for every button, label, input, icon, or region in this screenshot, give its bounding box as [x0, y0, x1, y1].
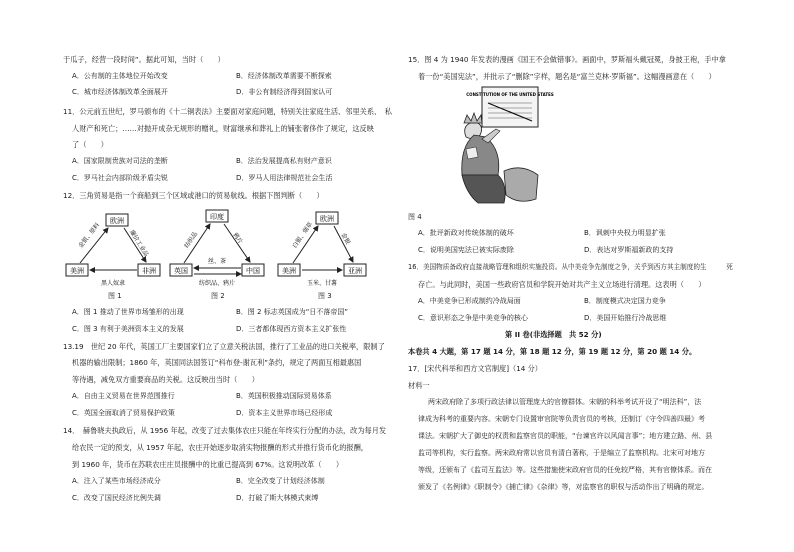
q13-option-c: C．英国全面取消了贸易保护政策: [72, 409, 175, 417]
throne: [504, 168, 538, 201]
figure-1: [66, 214, 160, 287]
part2-title: 第 II 卷(非选择题 共 52 分): [505, 330, 602, 339]
q10-tail: 于瓜子，经营一段时间”。据此可知，当时（ ）: [63, 55, 225, 64]
q12-stem: 12．三角贸易是指一个商船到三个区域或港口的贸易航线。根据下图判断（ ）: [63, 191, 324, 200]
q15-line1: 15．图 4 为 1940 年发表的漫画《国王不会做错事》。画面中，罗斯福头戴冠冕，身披王袍，手中拿: [408, 55, 726, 64]
fig3-arrow-right: [334, 226, 353, 262]
q17-heading: 17．[宋代科举和西方文官制度]（14 分）: [408, 364, 542, 373]
fig1-europe-label: 欧洲: [110, 217, 124, 225]
material-label: 材料一: [408, 381, 430, 390]
fig2-caption: 图 2: [211, 292, 225, 300]
fig3-right-label: 金银: [339, 231, 352, 246]
q13-option-a: A．自由主义贸易在世界范围推行: [72, 392, 175, 400]
q13-line3: 等待遇，减免双方重要商品的关税。这反映出当时（ ）: [72, 375, 259, 384]
q12-option-a: A．图 1 推动了世界市场雏形的出现: [72, 308, 184, 316]
q15-option-d: D．表达对罗斯福新政的支持: [584, 246, 674, 254]
fig2-bottom-top-label: 丝、茶: [207, 258, 227, 265]
q10-option-d: D．非公有制经济得到国家认可: [236, 88, 333, 96]
figure-3: [278, 212, 366, 287]
fig3-asia-label: 亚洲: [348, 267, 362, 275]
q16-option-d: D．美国开始推行冷战思维: [584, 314, 667, 322]
q15-option-c: C．说明美国宪法已被实际废除: [418, 246, 514, 254]
fig3-caption: 图 3: [318, 292, 332, 300]
fig1-right-label: 廉价工业品: [127, 228, 150, 259]
q15-option-a: A．批评新政对传统体制的破坏: [418, 229, 514, 237]
material-line: 课法。宋朝扩大了御史的权责和监察官员的职能，“台谏官许以风闻言事”；地方建立路、州、县: [418, 432, 713, 440]
material-line: 颁发了《名例律》《职制令》《捕亡律》《杂律》等，对监察官的职权与活动作出了明确的规定。: [418, 483, 709, 491]
figure-2: [170, 210, 264, 287]
q16-option-b: B．制度模式决定国力竞争: [584, 297, 666, 305]
material-line: 律成为科考的重要内容。宋朝专门设置审官院等负责官员的考核，还制订《守令四善四最》考: [418, 415, 705, 423]
material-line: 等级，还颁布了《监司互监法》等。这些措施使宋政府官员的任免较严格，其有官僚体系。而在: [418, 466, 712, 474]
q15-option-b: B．讽刺中央权力明显扩张: [584, 229, 666, 237]
fig2-china-label: 中国: [246, 267, 260, 275]
king-arm: [482, 129, 500, 143]
fig1-bottom-label: 黑人奴隶: [100, 280, 126, 287]
fig1-america-label: 美洲: [70, 267, 84, 275]
cartoon-figure-4: [452, 83, 558, 210]
triangle-trade-figures: [60, 206, 370, 298]
fig1-africa-label: 非洲: [142, 267, 156, 275]
fig2-britain-label: 英国: [174, 267, 188, 275]
q14-option-b: B．完全改变了计划经济体制: [236, 477, 325, 485]
q10-option-c: C．城市经济体制改革全面展开: [72, 88, 168, 96]
fig3-america-label: 美洲: [282, 267, 296, 275]
q14-option-c: C．改变了国民经济比例失调: [72, 494, 161, 502]
material-line: 两宋政府除了多项行政法律以管理庞大的官僚群体。宋朝的科举考试开设了“明法科”，法: [428, 398, 702, 406]
q11-option-c: C．罗马社会内部阶级矛盾尖锐: [72, 174, 168, 182]
q14-line3: 到 1960 年，货币在苏联农庄庄员报酬中的比重已提高到 67%。这说明改革（ ）: [72, 460, 344, 469]
fig1-caption: 图 1: [108, 292, 122, 300]
q15-line2: 着一份“美国宪法”，并批示了“删除”字样，题名是“富兰克林·罗斯福”。这幅漫画意在（ ）: [418, 72, 716, 81]
part2-description: 本卷共 4 大题，第 17 题 14 分，第 18 题 12 分，第 19 题 12 分，第 20 题 14 分。: [408, 347, 697, 356]
fig3-left-label: 白银、烟草: [291, 220, 315, 250]
q11-line1: 11．公元前五世纪，罗马颁布的《十二铜表法》主要面对家庭问题，特别关注家庭生活、邻里关系、 私: [63, 107, 392, 116]
q14-line2: 给农民一定的预支，从 1957 年起，农庄开始逐步取消实物报酬的形式并推行货币化的报酬，: [72, 443, 368, 452]
crown-icon: [464, 113, 482, 123]
q14-option-a: A．注入了某些市场经济成分: [72, 477, 161, 485]
fig2-left-label: 纺织品: [183, 230, 200, 250]
q14-option-d: D．打破了斯大林模式束缚: [236, 494, 319, 502]
fig2-india-label: 印度: [210, 213, 224, 221]
q16-option-c: C．意识形态之争是中美竞争的核心: [418, 314, 528, 322]
q10-option-a: A．公有制的主体地位开始改变: [72, 72, 168, 80]
q14-line1: 14． 赫鲁晓夫执政后，从 1956 年起，改变了过去集体农庄只能在年终实行分配的办法，改为每月发: [63, 426, 387, 435]
fig1-left-label: 金银、原料: [77, 221, 102, 250]
q11-option-d: D．罗马人用法律规范社会生活: [236, 174, 333, 182]
q11-line2: 人财产和死亡；……对抛开成杂无规形的赠礼，财富继承和葬礼上的铺张奢侈作了规定，这反映: [72, 124, 374, 133]
q13-option-b: B．英国积极推动国际贸易体系: [236, 392, 332, 400]
fig3-bottom-label: 玉米、甘薯: [306, 280, 338, 287]
fig2-bottom-label: 纺织品、鸦片: [198, 280, 236, 287]
q16-line1: 16．美国物质备政府直接战略管理和组织实施投资。从中美竞争先制度之争，关乎到西方其主制度的生 死: [408, 263, 733, 271]
fig3-europe-label: 欧洲: [320, 215, 334, 223]
material-line: 监司等机构，实行监察。两宋政府常以官员有清白著称，于是编立了监察机构。北宋可对地方: [418, 449, 705, 457]
q12-option-b: B．图 2 标志英国成为“日不落帝国”: [236, 308, 348, 316]
q11-option-a: A．国家限制贵族对司法的垄断: [72, 157, 168, 165]
q11-option-b: B．法治发展提高私有财产意识: [236, 157, 332, 165]
q13-line2: 机器的输出限制；1860 年，英国同法国签订“科布登-谢瓦利”条约，规定了两面互相最惠国: [72, 358, 362, 367]
constitution-title: CONSTITUTION OF THE UNITED STATES: [466, 92, 554, 97]
robe-lower: [462, 175, 505, 203]
q13-option-d: D．资本主义世界市场已经形成: [236, 409, 333, 417]
q12-option-d: D．三者都体现西方资本主义扩张性: [236, 325, 347, 333]
q16-line2: 存亡。与此同时，美国一些政府官员和学院开始对共产主义立场进行清理。这表明（ ）: [418, 280, 706, 289]
q16-option-a: A．中美竞争已形成制约冷战局面: [418, 297, 521, 305]
q11-line3: 了（ ）: [72, 140, 108, 149]
q10-option-b: B．经济体制改革需要不断探索: [236, 72, 332, 80]
fig2-right-label: 鸦片: [231, 231, 244, 246]
fig4-caption: 图 4: [408, 213, 422, 221]
q12-option-c: C．图 3 有利于美洲资本主义的发展: [72, 325, 184, 333]
q13-line1: 13.19 世纪 20 年代，英国工厂主要国家们立了立意关税法国，推行了工业品的进口关税率，限制了: [63, 342, 385, 351]
